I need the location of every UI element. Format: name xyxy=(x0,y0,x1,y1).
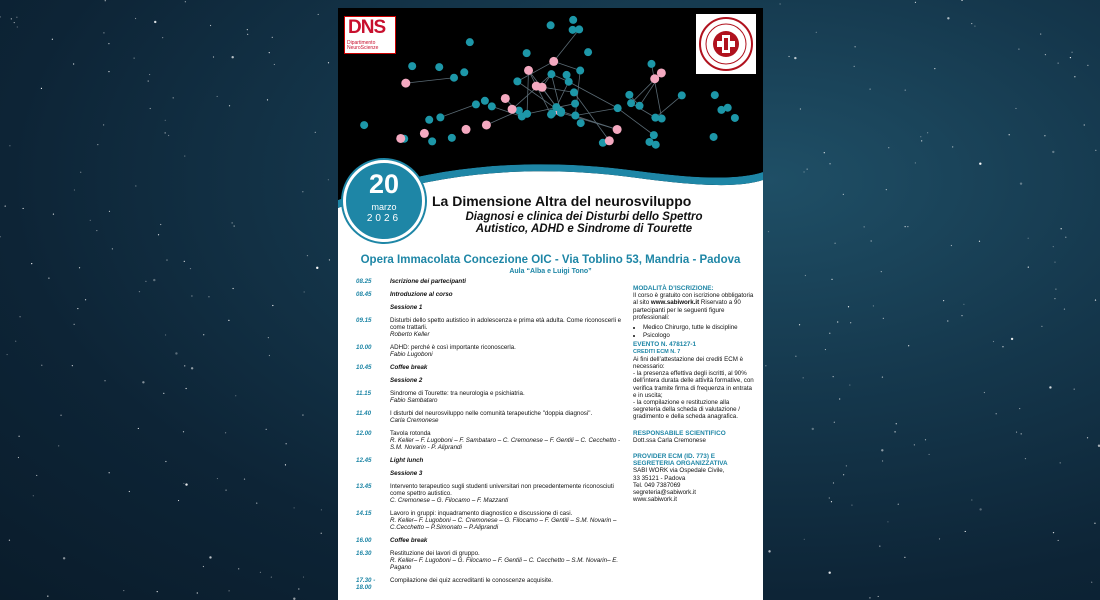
event-poster xyxy=(338,8,763,600)
program-item: Coffee break xyxy=(390,364,428,371)
program-item: Sindrome di Tourette: tra neurologia e psichiatria. xyxy=(390,390,525,397)
program-row xyxy=(356,344,628,358)
program-row xyxy=(356,377,628,384)
program-item: Compilazione dei quiz accreditanti le conoscenze acquisite. xyxy=(390,577,554,584)
dns-logo-text: DNS xyxy=(348,17,386,38)
date-year: 2026 xyxy=(366,213,402,224)
program-row xyxy=(356,390,628,404)
venue-address: Opera Immacolata Concezione OIC - Via Toblino 53, Mandria - Padova xyxy=(360,254,741,266)
program-item: Restituzione dei lavori di gruppo. xyxy=(390,550,480,557)
date-badge xyxy=(343,160,425,242)
program-speaker: Fabio Lugoboni xyxy=(390,351,433,358)
professions-list xyxy=(643,324,757,339)
credits-label: CREDITI ECM N. 7 xyxy=(633,348,681,355)
ecm-condition-attendance: - la presenza effettiva degli iscritti, al 90% dell’intera durata delle attività formative, con verifica tramite firma di frequenza in entrata e in uscita; xyxy=(633,370,754,399)
program-item: Disturbi dello spetto autistico in adolescenza e prima età adulta. Come riconoscerli e come trattarli. xyxy=(390,317,622,331)
program-row xyxy=(356,577,628,591)
program-time: 11.40 xyxy=(356,410,372,417)
program-row xyxy=(356,470,628,477)
event-title: La Dimensione Altra del neurosviluppo xyxy=(432,193,692,209)
seal-icon xyxy=(696,14,756,74)
date-month: marzo xyxy=(371,202,397,212)
program-row xyxy=(356,457,628,464)
program-item: Introduzione al corso xyxy=(390,291,453,298)
registration-heading: MODALITÀ D’ISCRIZIONE: xyxy=(633,285,714,292)
program-time: 10.00 xyxy=(356,344,372,351)
program-item: I disturbi del neurosviluppo nelle comunità terapeutiche "doppia diagnosi". xyxy=(390,410,593,417)
program-speaker: R. Keller– F. Lugoboni – C. Cremonese – G. Filocamo – F. Gentili – S.M. Novarin – C.Cecchetto – P.Simonato – P.Aliprandi xyxy=(390,517,617,531)
program-speaker: Fabio Sambataro xyxy=(390,397,438,404)
program-speaker: R. Keller – F. Lugoboni – F. Sambataro – C. Cremonese – F. Gentili – C. Cecchetto - S.M. Novarin - P. Aliprandi xyxy=(390,437,621,451)
program-time: 17.30 - 18.00 xyxy=(356,577,376,591)
list-item: • Psicologo xyxy=(643,332,757,339)
scientific-lead-name: Dott.ssa Carla Cremonese xyxy=(633,436,706,444)
dns-logo xyxy=(344,16,396,54)
program-schedule xyxy=(356,278,628,597)
program-time: 11.15 xyxy=(356,390,372,397)
program-item: Sessione 3 xyxy=(390,470,423,477)
dns-logo-subtext: Dipartimento NeuroScienze xyxy=(347,40,379,51)
program-row xyxy=(356,510,628,531)
program-row xyxy=(356,410,628,424)
date-day: 20 xyxy=(368,169,400,199)
provider-website[interactable]: www.sabiwork.it xyxy=(633,496,678,504)
program-time: 16.30 xyxy=(356,550,372,557)
program-time: 08.45 xyxy=(356,291,372,298)
program-time xyxy=(356,304,390,311)
program-time: 12.45 xyxy=(356,457,372,464)
program-time: 13.45 xyxy=(356,483,372,490)
program-item: ADHD: perché è così importante riconoscerla. xyxy=(390,344,516,351)
program-item: Lavoro in gruppi: inquadramento diagnostico e discussione di casi. xyxy=(390,510,573,517)
scientific-lead-heading: RESPONSABILE SCIENTIFICO xyxy=(633,429,726,437)
ecm-text: Ai fini dell’attestazione dei crediti ECM è necessario: xyxy=(633,355,744,371)
program-time: 09.15 xyxy=(356,317,372,324)
program-speaker: R. Keller– F. Lugoboni – G. Filocamo – F. Gentili – C. Cecchetto – S.M. Novarin– E. Pagano xyxy=(390,557,619,571)
program-speaker: C. Cremonese – G. Filocamo – F. Mazzanti xyxy=(390,497,509,504)
program-row xyxy=(356,317,628,338)
program-row xyxy=(356,304,628,311)
room-name: Aula “Alba e Luigi Tono” xyxy=(509,268,592,275)
program-time: 08.25 xyxy=(356,278,372,285)
list-item: • Medico Chirurgo, tutte le discipline xyxy=(643,324,757,331)
provider-heading: PROVIDER ECM (ID. 773) E SEGRETERIA ORGANIZZATIVA xyxy=(633,453,728,468)
program-item: Coffee break xyxy=(390,537,428,544)
program-row xyxy=(356,537,628,544)
program-row xyxy=(356,483,628,504)
program-item: Intervento terapeutico sugli studenti universitari non precedentemente riconosciuti come spettro autistico. xyxy=(390,483,614,497)
program-item: Tavola rotonda xyxy=(390,430,431,437)
university-seal-logo xyxy=(696,14,756,74)
registration-text: Il corso è gratuito con iscrizione obbligatoria al sito www.sabiwork.it Riservato a 90 partecipanti per le seguenti figure professionali: xyxy=(633,292,754,321)
program-time xyxy=(356,470,390,477)
provider-city: 33 35121 - Padova xyxy=(633,474,686,482)
info-sidebar xyxy=(633,285,757,503)
program-speaker: Roberto Keller xyxy=(390,331,430,338)
program-item: Light lunch xyxy=(390,457,424,464)
program-time: 10.45 xyxy=(356,364,372,371)
program-item: Sessione 2 xyxy=(390,377,423,384)
provider-email[interactable]: segreteria@sabiwork.it xyxy=(633,489,697,497)
program-time xyxy=(356,377,390,384)
program-row xyxy=(356,430,628,451)
program-time: 16.00 xyxy=(356,537,372,544)
event-number-heading: EVENTO N. 478127-1 xyxy=(633,341,697,349)
program-item: Iscrizione dei partecipanti xyxy=(390,278,466,285)
event-subtitle: Diagnosi e clinica dei Disturbi dello Spettro Autistico, ADHD e Sindrome di Tourette xyxy=(465,211,703,235)
program-speaker: Carla Cremonese xyxy=(390,417,439,424)
program-row xyxy=(356,550,628,571)
program-time: 12.00 xyxy=(356,430,372,437)
ecm-condition-survey: - la compilazione e restituzione alla segreteria della scheda di valutazione / gradimento e della scheda anagrafica. xyxy=(633,399,740,421)
program-row xyxy=(356,278,628,285)
provider-address: SABI WORK via Ospedale Civile, xyxy=(633,467,725,475)
program-time: 14.15 xyxy=(356,510,372,517)
provider-phone: Tel. 049 7387069 xyxy=(633,481,681,489)
program-item: Sessione 1 xyxy=(390,304,423,311)
registration-link[interactable]: www.sabiwork.it xyxy=(650,299,700,307)
program-row xyxy=(356,364,628,371)
program-row xyxy=(356,291,628,298)
